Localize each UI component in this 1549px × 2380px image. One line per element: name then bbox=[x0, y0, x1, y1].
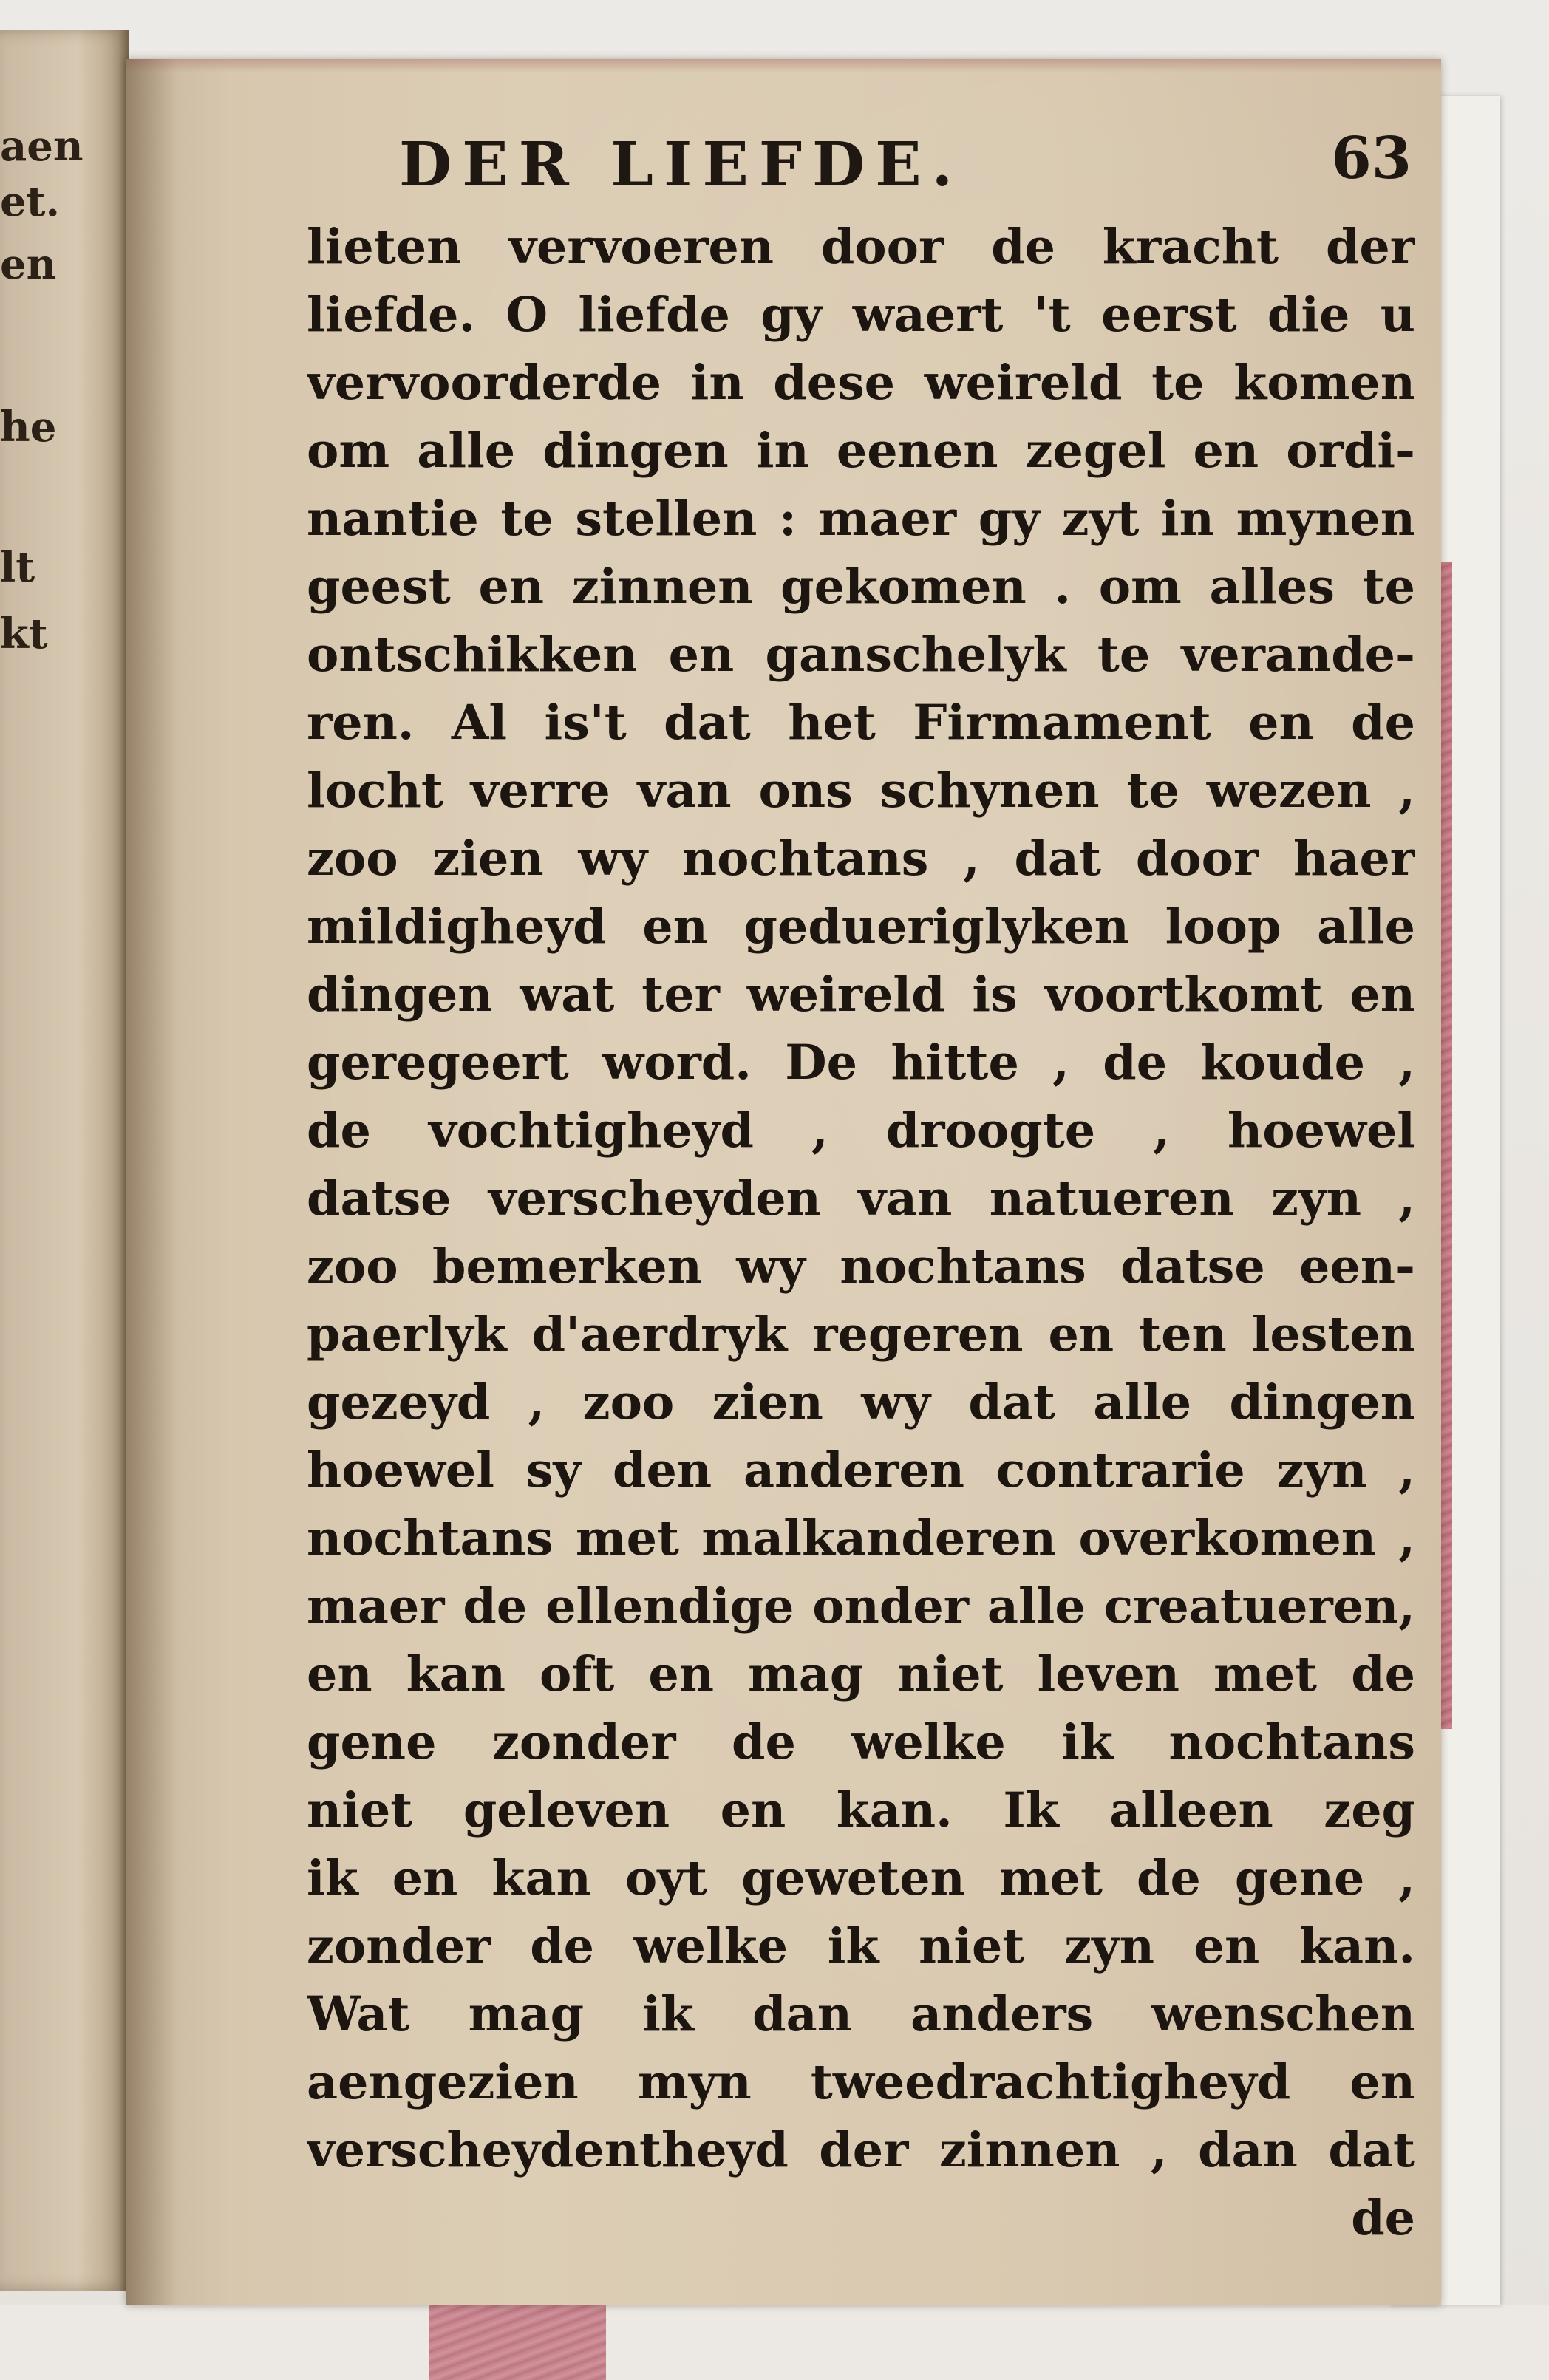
gutter-shadow bbox=[126, 59, 177, 2305]
left-page-text-fragment: et. bbox=[0, 177, 60, 226]
text-line: zonder de welke ik niet zyn en kan. bbox=[307, 1918, 1415, 1974]
catchword: de bbox=[1351, 2190, 1415, 2246]
text-line: nantie te stellen : maer gy zyt in mynen bbox=[307, 491, 1415, 547]
text-line: datse verscheyden van natueren zyn , bbox=[307, 1170, 1415, 1227]
text-line: maer de ellendige onder alle creatueren, bbox=[307, 1578, 1415, 1634]
left-page-text-fragment: aen bbox=[0, 122, 84, 171]
text-line: gene zonder de welke ik nochtans bbox=[307, 1714, 1415, 1770]
text-line: geest en zinnen gekomen . om alles te bbox=[307, 559, 1415, 615]
text-line: Wat mag ik dan anders wenschen bbox=[307, 1986, 1415, 2042]
running-head: DER LIEFDE. bbox=[399, 129, 964, 200]
text-line: om alle dingen in eenen zegel en ordi- bbox=[307, 423, 1415, 479]
text-line: de vochtigheyd , droogte , hoewel bbox=[307, 1102, 1415, 1159]
book-page bbox=[126, 59, 1441, 2305]
left-page-text-fragment: he bbox=[0, 403, 57, 451]
text-line: aengezien myn tweedrachtigheyd en bbox=[307, 2054, 1415, 2110]
body-text bbox=[307, 213, 1415, 2252]
text-line: liefde. O liefde gy waert 't eerst die u bbox=[307, 287, 1415, 343]
text-line: locht verre van ons schynen te wezen , bbox=[307, 763, 1415, 819]
text-line: dingen wat ter weireld is voortkomt en bbox=[307, 966, 1415, 1023]
table-surface bbox=[0, 2305, 1549, 2380]
text-line: niet geleven en kan. Ik alleen zeg bbox=[307, 1782, 1415, 1838]
text-line: ik en kan oyt geweten met de gene , bbox=[307, 1850, 1415, 1906]
text-line: vervoorderde in dese weireld te komen bbox=[307, 355, 1415, 411]
left-page-text-fragment: lt bbox=[0, 543, 35, 592]
page-number: 63 bbox=[1331, 125, 1412, 192]
page-top-edge bbox=[126, 59, 1441, 72]
page-header bbox=[399, 125, 1412, 211]
text-line: mildigheyd en gedueriglyken loop alle bbox=[307, 899, 1415, 955]
text-line: lieten vervoeren door de kracht der bbox=[307, 219, 1415, 275]
text-line: zoo bemerken wy nochtans datse een- bbox=[307, 1238, 1415, 1295]
left-page-text-fragment: kt bbox=[0, 610, 48, 658]
text-line: ontschikken en ganschelyk te verande- bbox=[307, 627, 1415, 683]
left-page-text-fragment: en bbox=[0, 240, 57, 289]
text-line: en kan oft en mag niet leven met de bbox=[307, 1646, 1415, 1702]
text-line: nochtans met malkanderen overkomen , bbox=[307, 1510, 1415, 1566]
previous-page-fragment bbox=[0, 30, 129, 2291]
text-line: hoewel sy den anderen contrarie zyn , bbox=[307, 1442, 1415, 1498]
text-line: paerlyk d'aerdryk regeren en ten lesten bbox=[307, 1306, 1415, 1363]
text-line: ren. Al is't dat het Firmament en de bbox=[307, 695, 1415, 751]
text-line: zoo zien wy nochtans , dat door haer bbox=[307, 831, 1415, 887]
text-line: geregeert word. De hitte , de koude , bbox=[307, 1034, 1415, 1091]
text-line: gezeyd , zoo zien wy dat alle dingen bbox=[307, 1374, 1415, 1431]
text-line: verscheydentheyd der zinnen , dan dat bbox=[307, 2122, 1415, 2178]
